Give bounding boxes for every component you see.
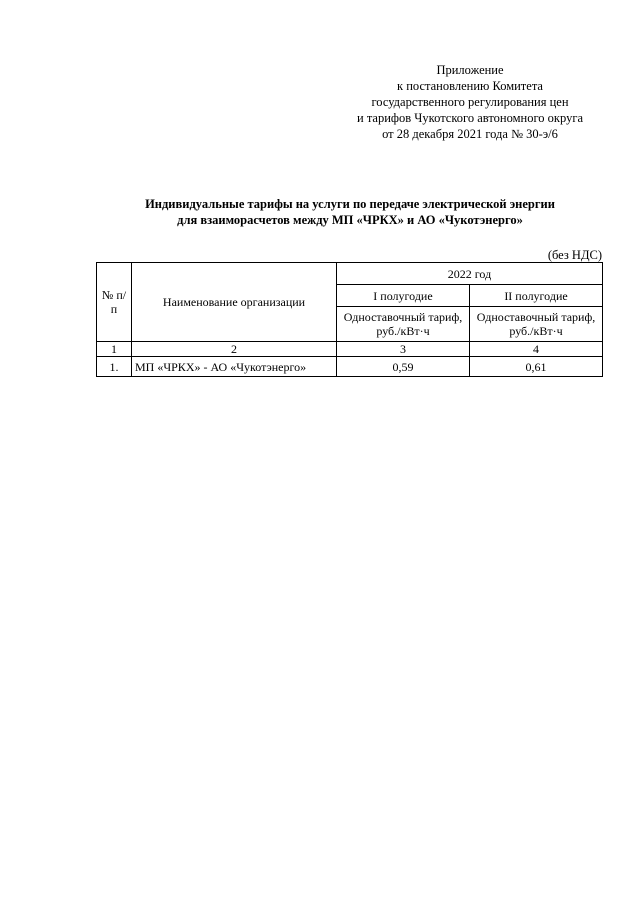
document-title-line-1: Индивидуальные тарифы на услуги по передаче электрической энергии <box>145 197 555 211</box>
column-index: 3 <box>337 342 470 357</box>
row-tariff-half-1: 0,59 <box>337 357 470 377</box>
header-unit-2: Одноставочный тариф, руб./кВт·ч <box>470 307 603 342</box>
appendix-line: от 28 декабря 2021 года № 30-э/6 <box>382 127 558 141</box>
vat-note: (без НДС) <box>547 248 602 262</box>
header-half-1: I полугодие <box>337 285 470 307</box>
header-year: 2022 год <box>337 263 603 285</box>
column-index: 1 <box>97 342 132 357</box>
column-index: 2 <box>132 342 337 357</box>
row-organization: МП «ЧРКХ» - АО «Чукотэнерго» <box>132 357 337 377</box>
header-unit-1: Одноставочный тариф, руб./кВт·ч <box>337 307 470 342</box>
header-number: № п/п <box>97 263 132 342</box>
table-header-row <box>97 263 603 285</box>
row-number: 1. <box>97 357 132 377</box>
document-title-line-2: для взаиморасчетов между МП «ЧРКХ» и АО «Чукотэнерго» <box>177 213 523 227</box>
appendix-line: Приложение <box>436 63 504 77</box>
appendix-line: к постановлению Комитета <box>397 79 543 93</box>
header-organization: Наименование организации <box>132 263 337 342</box>
document-title <box>0 196 640 228</box>
appendix-line: и тарифов Чукотского автономного округа <box>357 111 583 125</box>
table-row <box>97 357 603 377</box>
appendix-line: государственного регулирования цен <box>371 95 569 109</box>
header-half-2: II полугодие <box>470 285 603 307</box>
row-tariff-half-2: 0,61 <box>470 357 603 377</box>
column-index: 4 <box>470 342 603 357</box>
tariff-table <box>96 262 603 377</box>
appendix-header <box>300 62 640 142</box>
column-index-row <box>97 342 603 357</box>
